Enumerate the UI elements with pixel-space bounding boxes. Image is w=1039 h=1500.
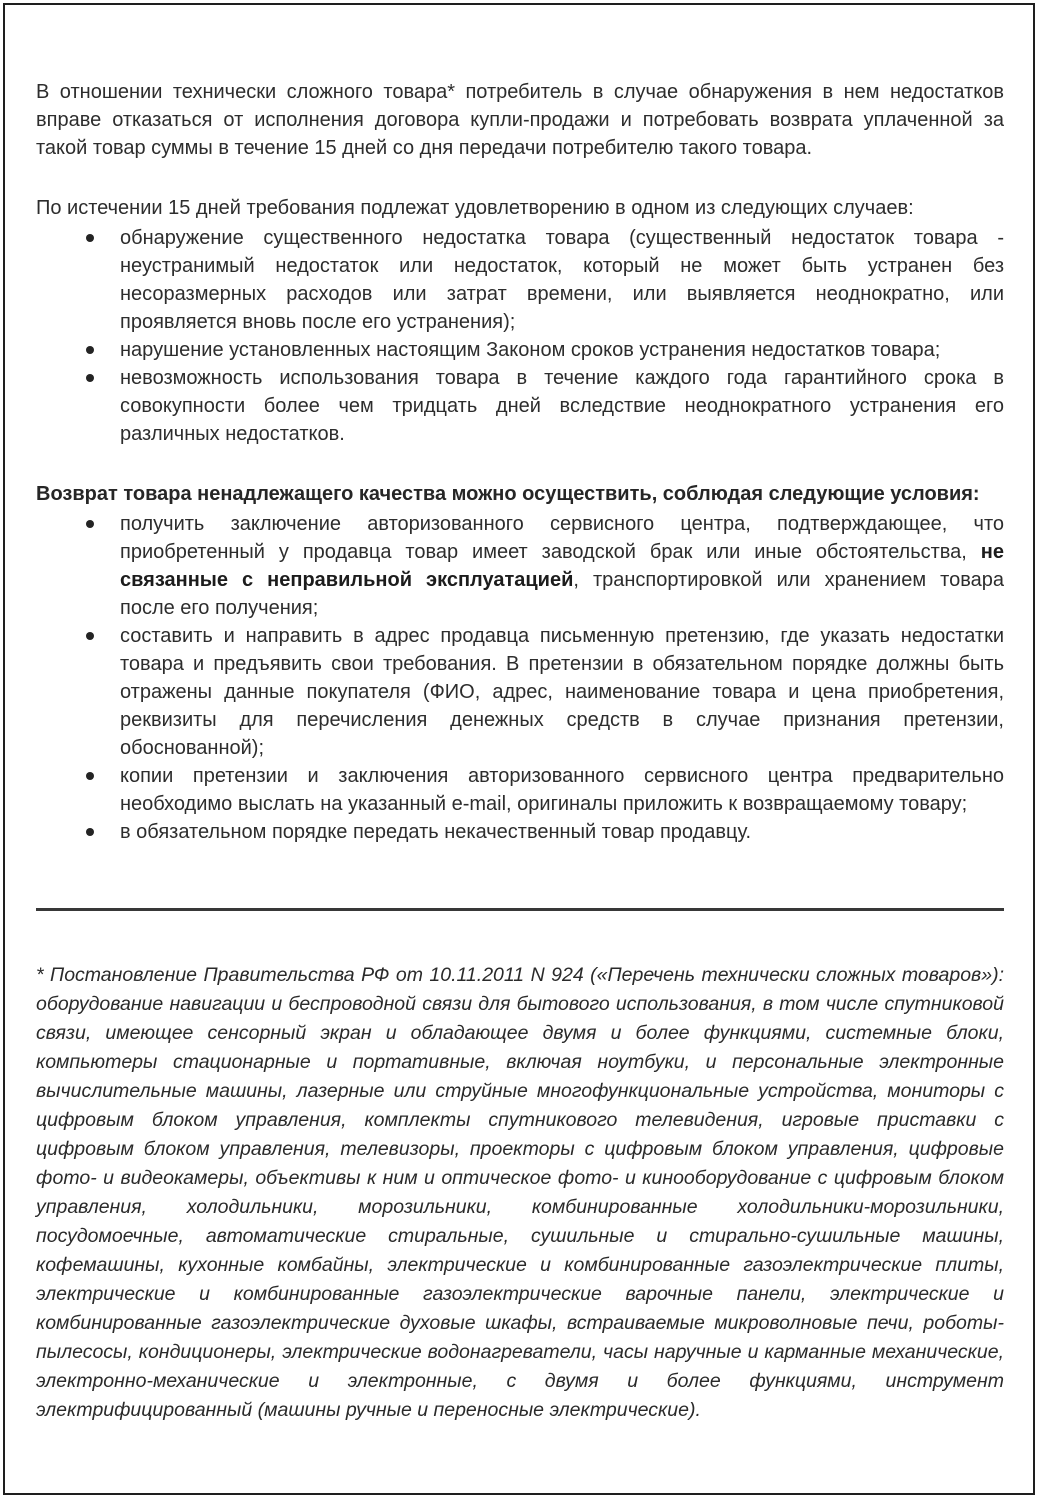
document-content: [36, 0, 1004, 1425]
bullet-icon: [86, 234, 94, 242]
list-item-text: составить и направить в адрес продавца письменную претензию, где указать недостатки товара и предъявить свои требования. В претензии в обязательном порядке должны быть отражены данные покупателя (ФИО, адрес, наименование товара и цена приобретения, реквизиты для перечисления денежных средств в случае признания претензии, обоснованной);: [120, 625, 1004, 759]
section-15-days-list: [36, 224, 1004, 448]
return-conditions-list: [36, 510, 1004, 846]
bullet-icon: [86, 772, 94, 780]
list-item-text: невозможность использования товара в течение каждого года гарантийного срока в совокупности более чем тридцать дней вследствие неоднократного устранения его различных недостатков.: [120, 367, 1004, 445]
bullet-icon: [86, 374, 94, 382]
list-item: [36, 510, 1004, 622]
intro-paragraph: В отношении технически сложного товара* потребитель в случае обнаружения в нем недостатков вправе отказаться от исполнения договора купли-продажи и потребовать возврата уплаченной за такой товар суммы в течение 15 дней со дня передачи потребителю такого товара.: [36, 81, 1004, 159]
bullet-icon: [86, 828, 94, 836]
list-item: [36, 224, 1004, 336]
list-item: [36, 336, 1004, 364]
list-item: [36, 622, 1004, 762]
footnote: [36, 961, 1004, 1425]
list-item-text-bold: не связанные с неправильной эксплуатацией: [120, 541, 1004, 591]
bullet-icon: [86, 632, 94, 640]
list-item-text: копии претензии и заключения авторизованного сервисного центра предварительно необходимо выслать на указанный e-mail, оригиналы приложить к возвращаемому товару;: [120, 765, 1004, 815]
list-item: [36, 762, 1004, 818]
section-15-days: [36, 194, 1004, 448]
list-item-text-post: , транспортировкой или хранением товара после его получения;: [120, 569, 1004, 619]
footnote-divider: [36, 908, 1004, 911]
bullet-icon: [86, 346, 94, 354]
bullet-icon: [86, 520, 94, 528]
return-conditions-intro: Возврат товара ненадлежащего качества можно осуществить, соблюдая следующие условия:: [36, 483, 980, 505]
footnote-body: оборудование навигации и беспроводной связи для бытового использования, в том числе спутниковой связи, имеющее сенсорный экран и обладающее двумя и более функциями, системные блоки, компьютеры стационарные и портативные, включая ноутбуки, и персональные электронные вычислительные машины, лазерные или струйные многофункциональные устройства, мониторы с цифровым блоком управления, комплекты спутникового телевидения, игровые приставки с цифровым блоком управления, телевизоры, проекторы с цифровым блоком управления, цифровые фото- и видеокамеры, объективы к ним и оптическое фото- и кинооборудование с цифровым блоком управления, холодильники, морозильники, комбинированные холодильники-морозильники, посудомоечные, автоматические стиральные, сушильные и стирально-сушильные машины, кофемашины, кухонные комбайны, электрические и комбинированные газоэлектрические плиты, электрические и комбинированные газоэлектрические варочные панели, электрические и комбинированные газоэлектрические духовые шкафы, встраиваемые микроволновые печи, роботы-пылесосы, кондиционеры, электрические водонагреватели, часы наручные и карманные механические, электронно-механические и электронные, с двумя и более функциями, инструмент электрифицированный (машины ручные и переносные электрические).: [36, 993, 1004, 1421]
section-return-conditions: [36, 480, 1004, 846]
section-15-days-intro: По истечении 15 дней требования подлежат удовлетворению в одном из следующих случаев:: [36, 197, 914, 219]
list-item: [36, 818, 1004, 846]
list-item-text: в обязательном порядке передать некачественный товар продавцу.: [120, 821, 752, 843]
list-item-text-pre: получить заключение авторизованного сервисного центра, подтверждающее, что приобретенный у продавца товар имеет заводской брак или иные обстоятельства,: [120, 513, 1004, 563]
list-item-text: нарушение установленных настоящим Законом сроков устранения недостатков товара;: [120, 339, 941, 361]
footnote-lead: * Постановление Правительства РФ от 10.11.2011 N 924 («Перечень технически сложных товаров»):: [36, 964, 1004, 986]
list-item: [36, 364, 1004, 448]
list-item-text: обнаружение существенного недостатка товара (существенный недостаток товара - неустранимый недостаток или недостаток, который не может быть устранен без несоразмерных расходов или затрат времени, или выявляется неоднократно, или проявляется вновь после его устранения);: [120, 227, 1004, 333]
